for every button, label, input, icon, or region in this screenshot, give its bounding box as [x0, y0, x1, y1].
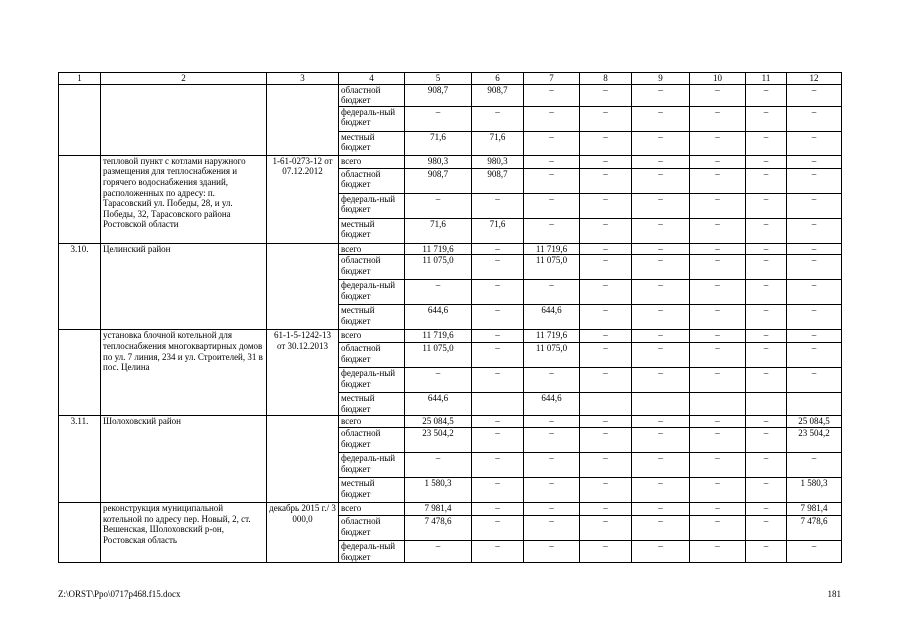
column-header: 4	[339, 73, 405, 85]
table-cell: –	[632, 477, 690, 502]
table-cell: 11 719,6	[405, 330, 472, 343]
table-cell: –	[690, 243, 746, 255]
table-cell: –	[787, 343, 842, 368]
table-cell: –	[787, 330, 842, 343]
table-cell: 908,7	[405, 168, 472, 193]
table-cell: –	[787, 131, 842, 155]
table-cell: –	[524, 368, 580, 393]
table-cell: 7 981,4	[405, 502, 472, 515]
table-cell: –	[405, 368, 472, 393]
table-cell: –	[746, 131, 787, 155]
table-cell	[267, 84, 339, 155]
table-cell: 644,6	[405, 305, 472, 330]
column-header: 10	[690, 73, 746, 85]
budget-table	[58, 72, 842, 563]
table-cell: –	[472, 540, 524, 562]
table-cell: 3.10.	[59, 243, 101, 330]
table-cell: –	[690, 131, 746, 155]
table-cell: –	[787, 193, 842, 218]
table-cell: –	[524, 416, 580, 428]
table-row	[59, 330, 842, 343]
table-cell: 11 075,0	[405, 255, 472, 280]
table-cell: –	[632, 368, 690, 393]
table-cell: –	[524, 427, 580, 452]
table-cell	[59, 155, 101, 243]
table-cell: –	[472, 416, 524, 428]
table-cell: 980,3	[405, 155, 472, 168]
table-cell: Шолоховский район	[101, 416, 267, 503]
table-cell: –	[580, 330, 632, 343]
table-cell: –	[746, 255, 787, 280]
table-cell: –	[787, 243, 842, 255]
table-cell: –	[690, 155, 746, 168]
table-cell: –	[580, 416, 632, 428]
table-cell: –	[746, 427, 787, 452]
table-cell: –	[524, 280, 580, 305]
table-cell: –	[580, 502, 632, 515]
table-cell: –	[472, 243, 524, 255]
table-cell: 71,6	[405, 131, 472, 155]
column-header: 7	[524, 73, 580, 85]
table-cell: –	[405, 193, 472, 218]
table-cell: Целинский район	[101, 243, 267, 330]
table-cell: –	[746, 218, 787, 243]
table-cell: –	[690, 368, 746, 393]
table-cell: –	[690, 502, 746, 515]
table-cell: –	[524, 452, 580, 477]
table-cell: 11 075,0	[524, 255, 580, 280]
table-cell: –	[472, 255, 524, 280]
table-cell: –	[746, 368, 787, 393]
table-cell: –	[787, 84, 842, 106]
table-cell: –	[472, 515, 524, 540]
table-cell: –	[632, 343, 690, 368]
table-cell: –	[787, 368, 842, 393]
table-cell: –	[472, 193, 524, 218]
table-cell: –	[524, 168, 580, 193]
table-cell: –	[580, 343, 632, 368]
table-cell: –	[690, 106, 746, 131]
table-cell	[59, 502, 101, 562]
page-number: 181	[827, 589, 841, 599]
table-cell: –	[746, 84, 787, 106]
table-cell: всего	[339, 502, 405, 515]
table-cell: –	[580, 218, 632, 243]
table-cell: тепловой пункт с котлами наружного размещения для теплоснабжения и горячего водоснабжения зданий, расположенных по адресу: п. Тарасовский ул. Победы, 28, и ул. Победы, 32, Тарасовского района Ростовской области	[101, 155, 267, 243]
table-cell: всего	[339, 243, 405, 255]
table-cell	[580, 393, 632, 416]
table-cell: –	[580, 305, 632, 330]
table-cell: –	[524, 155, 580, 168]
table-cell: –	[580, 540, 632, 562]
column-header: 5	[405, 73, 472, 85]
table-cell: –	[472, 368, 524, 393]
table-cell: –	[690, 540, 746, 562]
table-cell: –	[632, 218, 690, 243]
table-cell	[690, 393, 746, 416]
table-cell: областной бюджет	[339, 515, 405, 540]
table-cell: всего	[339, 416, 405, 428]
table-cell: –	[690, 193, 746, 218]
table-row	[59, 243, 842, 255]
table-cell: –	[746, 515, 787, 540]
table-cell: –	[746, 477, 787, 502]
table-cell: –	[632, 155, 690, 168]
table-cell: 61-1-5-1242-13 от 30.12.2013	[267, 330, 339, 416]
column-header: 3	[267, 73, 339, 85]
table-cell: 71,6	[472, 218, 524, 243]
table-cell: –	[580, 427, 632, 452]
table-cell	[59, 84, 101, 155]
table-cell: федераль-ный бюджет	[339, 452, 405, 477]
table-cell: –	[580, 168, 632, 193]
table-cell: 7 981,4	[787, 502, 842, 515]
table-cell: –	[580, 452, 632, 477]
table-cell: 11 075,0	[405, 343, 472, 368]
table-row	[59, 155, 842, 168]
table-cell: федераль-ный бюджет	[339, 540, 405, 562]
table-cell: 7 478,6	[787, 515, 842, 540]
file-path: Z:\ORST\Ppo\0717p468.f15.docx	[58, 589, 181, 599]
table-cell: –	[746, 452, 787, 477]
column-number-row	[59, 73, 842, 85]
table-cell: 3.11.	[59, 416, 101, 503]
column-header: 9	[632, 73, 690, 85]
table-cell: –	[524, 218, 580, 243]
table-cell: –	[632, 106, 690, 131]
table-cell: –	[746, 243, 787, 255]
table-cell	[267, 243, 339, 330]
table-cell: 25 084,5	[787, 416, 842, 428]
table-cell: –	[632, 330, 690, 343]
table-cell: –	[746, 305, 787, 330]
table-cell: –	[787, 155, 842, 168]
table-cell: –	[787, 218, 842, 243]
table-cell: –	[580, 255, 632, 280]
table-cell: декабрь 2015 г./ 3 000,0	[267, 502, 339, 562]
table-cell: областной бюджет	[339, 427, 405, 452]
table-cell: –	[690, 427, 746, 452]
table-row	[59, 502, 842, 515]
table-cell: –	[690, 255, 746, 280]
table-cell: –	[746, 330, 787, 343]
table-cell: –	[580, 131, 632, 155]
table-cell: 7 478,6	[405, 515, 472, 540]
table-cell: –	[405, 540, 472, 562]
table-cell: –	[787, 540, 842, 562]
table-cell: –	[746, 155, 787, 168]
table-cell: –	[746, 168, 787, 193]
table-cell: –	[746, 193, 787, 218]
table-cell: реконструкция муниципальной котельной по адресу пер. Новый, 2, ст. Вешенская, Шолоховский р-он, Ростовская область	[101, 502, 267, 562]
table-cell: –	[524, 502, 580, 515]
table-cell: –	[632, 193, 690, 218]
table-cell: областной бюджет	[339, 84, 405, 106]
table-cell: –	[787, 280, 842, 305]
table-cell: –	[690, 343, 746, 368]
table-cell: 644,6	[524, 305, 580, 330]
table-cell	[746, 393, 787, 416]
table-body	[59, 84, 842, 563]
table-cell	[472, 393, 524, 416]
table-cell: 980,3	[472, 155, 524, 168]
table-cell: установка блочной котельной для теплоснабжения многоквартирных домов по ул. 7 линия, 234 и ул. Строителей, 31 в пос. Целина	[101, 330, 267, 416]
table-cell: 71,6	[405, 218, 472, 243]
table-cell: –	[632, 515, 690, 540]
table-cell: –	[580, 155, 632, 168]
table-cell: 1-61-0273-12 от 07.12.2012	[267, 155, 339, 243]
table-cell	[787, 393, 842, 416]
table-cell: –	[580, 477, 632, 502]
table-cell: –	[690, 305, 746, 330]
table-cell: всего	[339, 330, 405, 343]
table-cell: –	[472, 427, 524, 452]
table-cell: –	[524, 515, 580, 540]
table-cell: 1 580,3	[405, 477, 472, 502]
table-cell: –	[787, 452, 842, 477]
table-cell: всего	[339, 155, 405, 168]
table-cell: –	[632, 416, 690, 428]
table-cell: –	[472, 330, 524, 343]
table-cell: –	[632, 452, 690, 477]
table-cell: 908,7	[405, 84, 472, 106]
table-cell: –	[632, 305, 690, 330]
table-cell: 71,6	[472, 131, 524, 155]
table-cell	[267, 416, 339, 503]
column-header: 2	[101, 73, 267, 85]
table-cell	[632, 393, 690, 416]
table-cell: 11 719,6	[405, 243, 472, 255]
table-cell: –	[632, 243, 690, 255]
table-row	[59, 84, 842, 106]
table-cell: –	[472, 343, 524, 368]
table-row	[59, 416, 842, 428]
table-cell: –	[580, 84, 632, 106]
table-cell: 908,7	[472, 168, 524, 193]
table-cell: –	[690, 515, 746, 540]
table-cell: –	[787, 168, 842, 193]
table-cell: –	[472, 502, 524, 515]
table-cell: –	[787, 305, 842, 330]
table-cell: –	[524, 106, 580, 131]
table-cell: –	[787, 255, 842, 280]
column-header: 6	[472, 73, 524, 85]
table-cell: 25 084,5	[405, 416, 472, 428]
table-cell: 644,6	[405, 393, 472, 416]
table-cell: –	[746, 343, 787, 368]
table-cell: 11 719,6	[524, 243, 580, 255]
table-cell: –	[524, 131, 580, 155]
table-cell: –	[472, 305, 524, 330]
table-cell: 23 504,2	[787, 427, 842, 452]
table-cell: –	[632, 131, 690, 155]
table-cell: местный бюджет	[339, 305, 405, 330]
table-cell: 11 075,0	[524, 343, 580, 368]
table-cell: областной бюджет	[339, 343, 405, 368]
table-cell: –	[632, 540, 690, 562]
table-cell: местный бюджет	[339, 131, 405, 155]
column-header: 11	[746, 73, 787, 85]
table-cell: федераль-ный бюджет	[339, 280, 405, 305]
table-cell: –	[632, 168, 690, 193]
table-cell: –	[746, 502, 787, 515]
table-cell: –	[632, 427, 690, 452]
table-cell: –	[690, 477, 746, 502]
table-cell: –	[472, 477, 524, 502]
table-cell: федераль-ный бюджет	[339, 106, 405, 131]
table-cell: –	[690, 168, 746, 193]
table-cell: –	[472, 452, 524, 477]
table-cell: 23 504,2	[405, 427, 472, 452]
table-cell: 908,7	[472, 84, 524, 106]
column-header: 8	[580, 73, 632, 85]
table-cell: –	[524, 193, 580, 218]
table-cell: местный бюджет	[339, 393, 405, 416]
table-cell: –	[405, 452, 472, 477]
table-cell: –	[690, 84, 746, 106]
table-cell: –	[690, 218, 746, 243]
table-cell: местный бюджет	[339, 477, 405, 502]
table-cell: –	[690, 280, 746, 305]
table-cell: –	[746, 540, 787, 562]
table-cell: –	[787, 106, 842, 131]
table-cell: областной бюджет	[339, 255, 405, 280]
table-cell: –	[746, 106, 787, 131]
table-cell	[59, 330, 101, 416]
table-cell: –	[524, 84, 580, 106]
table-cell: –	[524, 477, 580, 502]
table-cell	[101, 84, 267, 155]
table-cell: местный бюджет	[339, 218, 405, 243]
table-cell: 11 719,6	[524, 330, 580, 343]
table-cell: –	[524, 540, 580, 562]
table-cell: 644,6	[524, 393, 580, 416]
table-cell: –	[690, 416, 746, 428]
table-cell: –	[580, 280, 632, 305]
table-cell: федераль-ный бюджет	[339, 368, 405, 393]
table-cell: –	[746, 416, 787, 428]
table-cell: –	[472, 280, 524, 305]
table-cell: –	[405, 280, 472, 305]
table-cell: –	[472, 106, 524, 131]
table-cell: –	[580, 515, 632, 540]
table-cell: –	[632, 84, 690, 106]
table-cell: –	[632, 280, 690, 305]
table-cell: –	[690, 452, 746, 477]
table-cell: –	[632, 255, 690, 280]
table-cell: 1 580,3	[787, 477, 842, 502]
table-cell: областной бюджет	[339, 168, 405, 193]
column-header: 1	[59, 73, 101, 85]
column-header: 12	[787, 73, 842, 85]
table-cell: –	[746, 280, 787, 305]
table-cell: –	[580, 243, 632, 255]
table-cell: –	[405, 106, 472, 131]
table-cell: –	[580, 368, 632, 393]
table-cell: –	[632, 502, 690, 515]
table-cell: –	[580, 193, 632, 218]
table-cell: федераль-ный бюджет	[339, 193, 405, 218]
table-cell: –	[690, 330, 746, 343]
table-cell: –	[580, 106, 632, 131]
